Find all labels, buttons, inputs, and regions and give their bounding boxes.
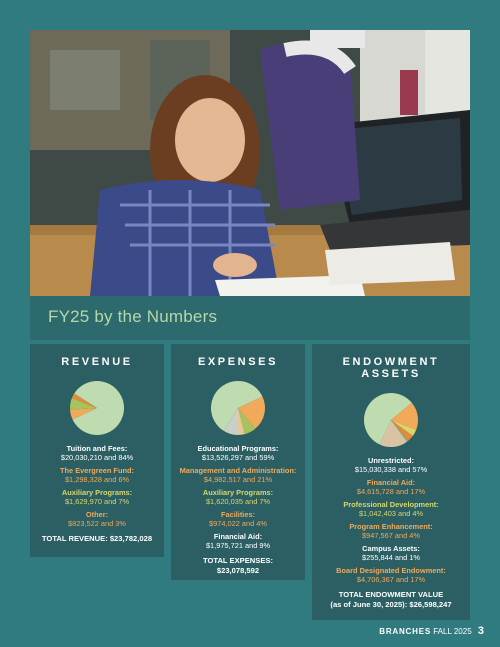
expenses-item-management (177, 466, 299, 484)
revenue-item-tuition (36, 444, 158, 462)
revenue-item-auxiliary (36, 488, 158, 506)
endowment-item-professional-development (318, 500, 464, 518)
expenses-item-value: $974,022 and 4% (209, 519, 267, 528)
hero-photo (30, 30, 470, 296)
expenses-title: EXPENSES (197, 356, 279, 368)
expenses-item-value: $13,526,297 and 59% (201, 453, 275, 462)
expenses-item-facilities (177, 510, 299, 528)
revenue-item-label: Auxiliary Programs: (61, 488, 133, 497)
revenue-item-value: $20,030,210 and 84% (60, 453, 134, 462)
endowment-item-value: $4,615,728 and 17% (356, 487, 426, 496)
endowment-total-line2: (as of June 30, 2025): $26,598,247 (330, 600, 452, 609)
endowment-title: ENDOWMENT ASSETS (342, 356, 440, 380)
endowment-item-value: $4,706,367 and 17% (356, 575, 426, 584)
endowment-item-label: Unrestricted: (368, 456, 414, 465)
revenue-item-label: Other: (85, 510, 109, 519)
endowment-item-value: $15,030,338 and 57% (354, 465, 428, 474)
expenses-item-financial-aid (177, 532, 299, 550)
revenue-item-value: $823,522 and 3% (68, 519, 126, 528)
revenue-item-value: $1,298,328 and 6% (64, 475, 130, 484)
endowment-total (318, 590, 464, 610)
page-number: 3 (477, 625, 484, 637)
endowment-item-financial-aid (318, 478, 464, 496)
endowment-item-value: $1,042,403 and 4% (358, 509, 424, 518)
expenses-item-label: Facilities: (220, 510, 256, 519)
endowment-item-label: Program Enhancement: (349, 522, 433, 531)
revenue-title: REVENUE (61, 356, 133, 368)
expenses-item-auxiliary (177, 488, 299, 506)
revenue-item-evergreen (36, 466, 158, 484)
footer-brand: BRANCHES (379, 627, 431, 636)
expenses-item-label: Educational Programs: (197, 444, 279, 453)
revenue-item-label: Tuition and Fees: (66, 444, 128, 453)
expenses-panel (171, 344, 305, 580)
expenses-item-label: Auxiliary Programs: (202, 488, 274, 497)
expenses-item-value: $1,975,721 and 9% (205, 541, 271, 550)
endowment-panel (312, 344, 470, 620)
endowment-total-line1: TOTAL ENDOWMENT VALUE (338, 590, 444, 599)
revenue-total: TOTAL REVENUE: $23,782,028 (41, 534, 153, 543)
page-footer (379, 625, 484, 637)
expenses-item-label: Financial Aid: (213, 532, 263, 541)
endowment-item-label: Campus Assets: (362, 544, 420, 553)
section-heading: FY25 by the Numbers (48, 307, 218, 326)
endowment-item-unrestricted (318, 456, 464, 474)
endowment-item-program-enhancement (318, 522, 464, 540)
endowment-item-label: Professional Development: (343, 500, 439, 509)
endowment-item-value: $947,567 and 4% (362, 531, 420, 540)
revenue-item-value: $1,629,970 and 7% (64, 497, 130, 506)
endowment-item-value: $255,844 and 1% (362, 553, 420, 562)
expenses-item-value: $4,982,517 and 21% (203, 475, 273, 484)
section-header-band (30, 296, 470, 340)
expenses-item-label: Management and Administration: (179, 466, 297, 475)
revenue-pie-chart (69, 380, 125, 436)
revenue-item-other (36, 510, 158, 528)
endowment-pie-chart (363, 392, 419, 448)
expenses-total: TOTAL EXPENSES: $23,078,592 (202, 556, 274, 575)
classroom-photo-illustration (30, 30, 470, 296)
endowment-item-board-designated (318, 566, 464, 584)
footer-issue: FALL 2025 (433, 627, 472, 636)
revenue-panel (30, 344, 164, 557)
expenses-item-educational (177, 444, 299, 462)
endowment-item-label: Board Designated Endowment: (336, 566, 446, 575)
expenses-pie-chart (210, 380, 266, 436)
revenue-item-label: The Evergreen Fund: (60, 466, 134, 475)
endowment-item-campus-assets (318, 544, 464, 562)
endowment-item-label: Financial Aid: (366, 478, 416, 487)
expenses-item-value: $1,620,035 and 7% (205, 497, 271, 506)
